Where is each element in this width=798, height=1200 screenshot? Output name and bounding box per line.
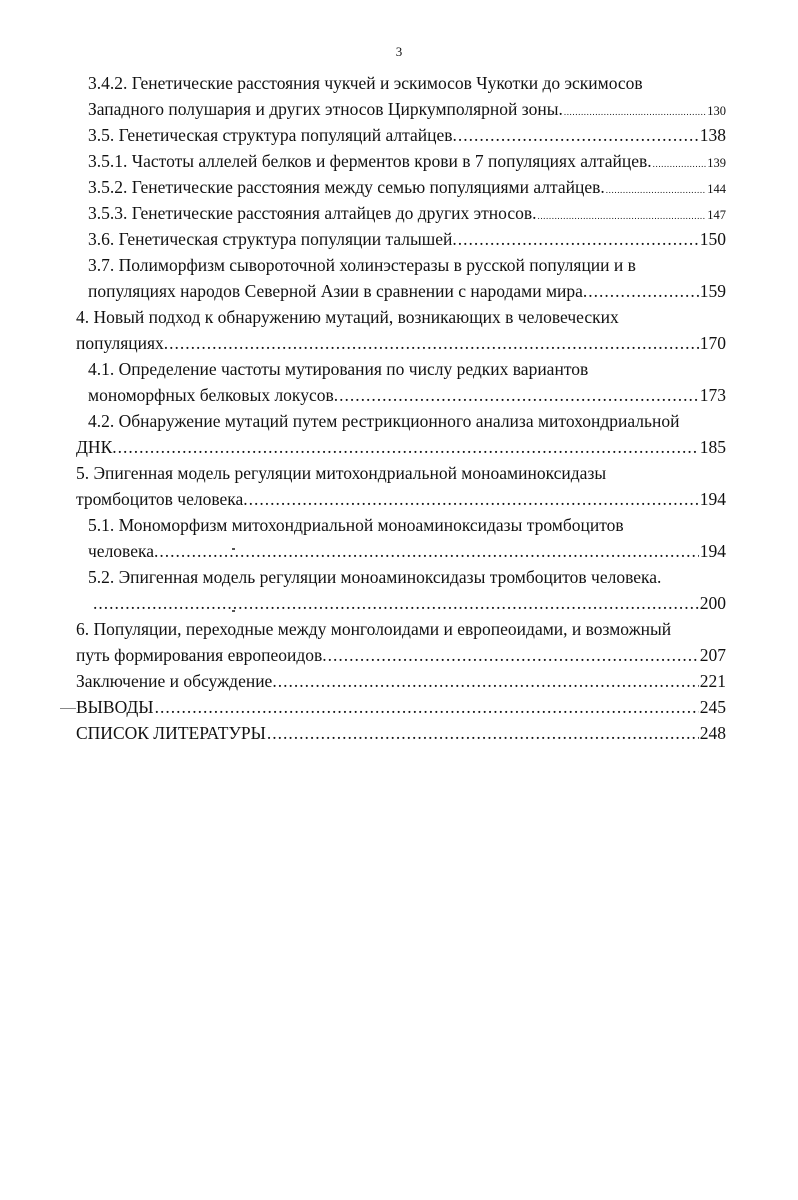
toc-entry-text: 3.5.1. Частоты аллелей белков и ферментов крови в 7 популяциях алтайцев. — [88, 151, 652, 171]
toc-page-number: 173 — [699, 385, 726, 405]
toc-entry-text: популяциях народов Северной Азии в сравнении с народами мира. — [88, 281, 588, 301]
toc-page-number: 150 — [699, 229, 726, 249]
toc-page-number: 170 — [699, 333, 726, 353]
toc-entry-text: 3.5.2. Генетические расстояния между семью популяциями алтайцев. — [88, 177, 605, 197]
toc-entry-4-2-line1 — [0, 408, 798, 434]
toc-page-number: 194 — [699, 489, 726, 509]
toc-entry-5-2-line1 — [0, 564, 798, 590]
toc-page-number: 159 — [699, 281, 726, 301]
toc-entry-text: 5.2. Эпигенная модель регуляции моноаминоксидазы тромбоцитов человека. — [88, 567, 662, 587]
toc-entry-text: 5. Эпигенная модель регуляции митохондриальной моноаминоксидазы — [76, 463, 607, 483]
toc-entry-6-line2 — [0, 642, 798, 668]
leader-dots — [588, 278, 698, 304]
leader-dots — [458, 226, 699, 252]
toc-entry-5-line1 — [0, 460, 798, 486]
toc-page-number: 245 — [699, 697, 726, 717]
toc-entry-3-4-2-line1 — [0, 70, 798, 96]
toc-entry-conclusions — [0, 694, 798, 720]
leader-dots — [159, 538, 698, 564]
toc-entry-bibliography — [0, 720, 798, 746]
toc-entry-4-line1 — [0, 304, 798, 330]
toc-entry-text: 4.1. Определение частоты мутирования по числу редких вариантов — [88, 359, 589, 379]
leader-dots — [339, 382, 699, 408]
scan-speck — [232, 610, 235, 612]
toc-entry-text: 3.5. Генетическая структура популяций алтайцев. — [88, 125, 457, 145]
leader-dots — [169, 330, 699, 356]
toc-entry-4-line2 — [0, 330, 798, 356]
toc-entry-text: ДНК. — [76, 437, 117, 457]
toc-page-number: 185 — [699, 437, 726, 457]
leader-dots — [249, 486, 699, 512]
toc-entry-6-line1 — [0, 616, 798, 642]
toc-entry-text: ВЫВОДЫ — [76, 697, 154, 717]
toc-entry-3-5-1 — [0, 148, 798, 174]
toc-entry-text: человека. — [88, 541, 159, 561]
toc-entry-text: путь формирования европеоидов. — [76, 645, 327, 665]
toc-entry-text: 6. Популяции, переходные между монголоидами и европеоидами, и возможный — [76, 619, 672, 639]
toc-page-number: 200 — [699, 593, 726, 613]
toc-page-number: 221 — [699, 671, 726, 691]
leader-dots — [267, 720, 699, 746]
page-number: 3 — [395, 44, 403, 59]
toc-page-number: 138 — [699, 125, 726, 145]
toc-entry-5-1-line1 — [0, 512, 798, 538]
toc-entry-text: Западного полушария и других этносов Циркумполярной зоны. — [88, 99, 563, 119]
toc-entry-text: 3.4.2. Генетические расстояния чукчей и эскимосов Чукотки до эскимосов — [88, 73, 643, 93]
scan-mark — [60, 708, 76, 709]
toc-entry-text: 3.7. Полиморфизм сывороточной холинэстеразы в русской популяции и в — [88, 255, 636, 275]
toc-entry-text: популяциях. — [76, 333, 169, 353]
toc-page-number: 139 — [707, 156, 726, 170]
leader-dots — [278, 668, 699, 694]
toc-entry-text: Заключение и обсуждение. — [76, 671, 277, 691]
toc-entry-4-1-line2 — [0, 382, 798, 408]
toc-entry-text: 4.2. Обнаружение мутаций путем рестрикционного анализа митохондриальной — [88, 411, 680, 431]
toc-entry-3-6 — [0, 226, 798, 252]
toc-entry-3-7-line1 — [0, 252, 798, 278]
toc-entry-3-7-line2 — [0, 278, 798, 304]
toc-entry-5-1-line2 — [0, 538, 798, 564]
toc-entry-3-5-2 — [0, 174, 798, 200]
toc-page-number: 147 — [707, 208, 726, 222]
toc-entry-5-2-line2 — [0, 590, 798, 616]
leader-dots — [458, 122, 699, 148]
toc-entry-text: мономорфных белковых локусов. — [88, 385, 339, 405]
toc-page-number: 248 — [699, 723, 726, 743]
toc-entry-3-5 — [0, 122, 798, 148]
toc-page-number: 130 — [707, 104, 726, 118]
toc-entry-text: 3.6. Генетическая структура популяции талышей. — [88, 229, 457, 249]
toc-entry-3-5-3 — [0, 200, 798, 226]
toc-entry-text: 5.1. Мономорфизм митохондриальной моноаминоксидазы тромбоцитов — [88, 515, 624, 535]
leader-dots — [93, 590, 699, 616]
toc-entry-3-4-2-line2 — [0, 96, 798, 122]
toc-page-number: 207 — [699, 645, 726, 665]
toc-entry-4-1-line1 — [0, 356, 798, 382]
toc-page-number: 144 — [707, 182, 726, 196]
toc-entry-text: 3.5.3. Генетические расстояния алтайцев до других этносов. — [88, 203, 537, 223]
toc-entry-text: 4. Новый подход к обнаружению мутаций, возникающих в человеческих — [76, 307, 619, 327]
leader-dots — [328, 642, 699, 668]
toc-page-number: 194 — [699, 541, 726, 561]
toc-entry-conclusion — [0, 668, 798, 694]
leader-dots — [118, 434, 699, 460]
toc-entry-text: тромбоцитов человека. — [76, 489, 248, 509]
leader-dots — [155, 694, 699, 720]
toc-entry-5-line2 — [0, 486, 798, 512]
toc-entry-4-2-line2 — [0, 434, 798, 460]
toc-entry-text: СПИСОК ЛИТЕРАТУРЫ — [76, 723, 266, 743]
scan-speck — [232, 548, 235, 550]
